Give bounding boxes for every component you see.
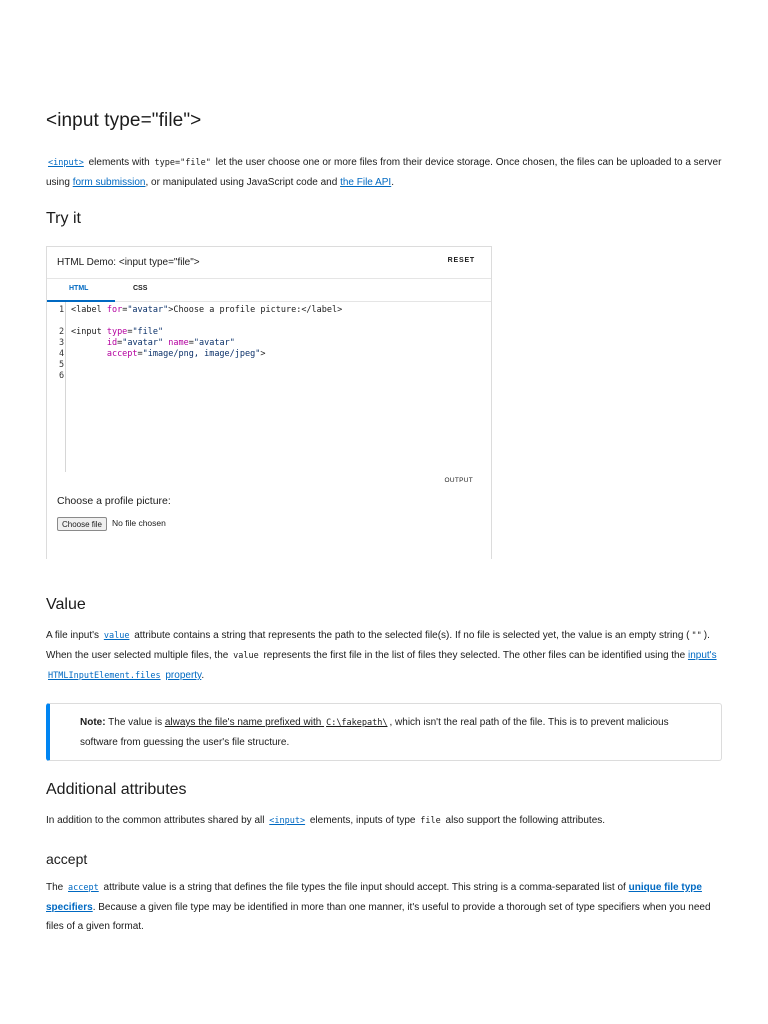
file-type-specifiers-link[interactable]: unique file type specifiers bbox=[46, 882, 702, 913]
accept-text-2: attribute value is a string that defines the file types the file input should accept. This string is a comma-separated list of bbox=[100, 882, 629, 893]
try-it-heading: Try it bbox=[46, 210, 81, 227]
code-token: = bbox=[188, 338, 194, 348]
code-editor[interactable] bbox=[47, 302, 491, 472]
reset-button[interactable]: RESET bbox=[447, 257, 475, 264]
code-token: name bbox=[168, 338, 189, 348]
code-token: for bbox=[106, 305, 123, 315]
code-token: "avatar" bbox=[127, 305, 169, 315]
code-token: <label bbox=[71, 305, 107, 315]
code-token bbox=[71, 338, 107, 348]
accept-paragraph bbox=[46, 878, 722, 936]
code-line-1 bbox=[71, 305, 342, 315]
line-number: 5 bbox=[59, 360, 65, 370]
fakepath-link[interactable]: always the file's name prefixed with bbox=[164, 717, 325, 728]
accept-attribute-link[interactable]: accept bbox=[68, 883, 99, 893]
output-label: OUTPUT bbox=[444, 477, 473, 484]
accept-text-3: . Because a given file type may be identified in more than one manner, it's useful to provide a thorough set of type specifiers when you need files of a given format. bbox=[46, 902, 711, 932]
editor-tabs bbox=[47, 279, 491, 302]
code-token: "image/png, image/jpeg" bbox=[142, 349, 261, 359]
value-paragraph bbox=[46, 626, 722, 686]
file-type-code: file bbox=[420, 816, 441, 826]
note-label: Note: bbox=[80, 717, 106, 728]
code-token: = bbox=[122, 305, 128, 315]
files-property-code-link[interactable]: HTMLInputElement.files bbox=[48, 671, 161, 681]
inputs-link[interactable]: input's bbox=[687, 650, 717, 661]
line-number: 1 bbox=[59, 305, 65, 315]
value-text-3: ). When the user selected multiple files, the bbox=[46, 630, 710, 661]
form-submission-link[interactable]: form submission bbox=[72, 177, 146, 188]
code-token: > bbox=[260, 349, 266, 359]
code-token: "avatar" bbox=[122, 338, 164, 348]
tab-css[interactable]: CSS bbox=[133, 285, 148, 292]
value-code: value bbox=[233, 651, 259, 661]
code-token: = bbox=[137, 349, 143, 359]
demo-title: HTML Demo: <input type="file"> bbox=[57, 257, 200, 268]
code-token: = bbox=[117, 338, 123, 348]
property-link[interactable]: property bbox=[165, 670, 202, 681]
code-token: "avatar" bbox=[193, 338, 235, 348]
line-number: 6 bbox=[59, 371, 65, 381]
type-file-code: type="file" bbox=[154, 158, 211, 168]
line-number: 4 bbox=[59, 349, 65, 359]
accept-text-1: The bbox=[46, 882, 67, 893]
value-text-2: attribute contains a string that represents the path to the selected file(s). If no file is selected yet, the value is an empty string ( bbox=[131, 630, 690, 641]
intro-text-4: . bbox=[391, 177, 394, 188]
line-number: 3 bbox=[59, 338, 65, 348]
intro-text-2: let the user choose one or more files from their device storage. Once chosen, the files can be uploaded to a server using bbox=[46, 157, 722, 188]
interactive-demo bbox=[46, 246, 492, 559]
code-line-2 bbox=[71, 327, 163, 337]
additional-paragraph bbox=[46, 811, 722, 831]
additional-text-2: elements, inputs of type bbox=[307, 815, 419, 826]
code-token: "file" bbox=[132, 327, 164, 337]
value-heading: Value bbox=[46, 596, 86, 613]
choose-file-button[interactable]: Choose file bbox=[57, 517, 107, 531]
file-status-text: No file chosen bbox=[112, 518, 166, 528]
fakepath-code: C:\fakepath\ bbox=[326, 718, 388, 728]
line-number: 2 bbox=[59, 327, 65, 337]
empty-string-code: "" bbox=[691, 631, 702, 641]
input-element-link[interactable]: <input> bbox=[48, 158, 84, 168]
code-token: = bbox=[127, 327, 133, 337]
accept-heading: accept bbox=[46, 851, 88, 867]
code-token: <input bbox=[71, 327, 107, 337]
code-line-4 bbox=[71, 349, 266, 359]
input-element-link[interactable]: <input> bbox=[269, 816, 306, 826]
tab-html[interactable]: HTML bbox=[69, 285, 89, 292]
note-callout bbox=[46, 703, 722, 761]
file-api-link[interactable]: the File API bbox=[340, 177, 392, 188]
demo-header bbox=[47, 247, 491, 279]
code-token: id bbox=[106, 338, 118, 348]
value-text-5: . bbox=[201, 670, 205, 681]
additional-attributes-heading: Additional attributes bbox=[46, 781, 187, 798]
code-token: type bbox=[106, 327, 128, 337]
intro-text-3: , or manipulated using JavaScript code and bbox=[145, 177, 341, 188]
page-title: <input type="file"> bbox=[46, 110, 202, 131]
code-token: accept bbox=[106, 349, 138, 359]
note-text bbox=[80, 713, 700, 752]
intro-paragraph bbox=[46, 153, 722, 192]
code-token: >Choose a profile picture:</label> bbox=[168, 305, 343, 315]
output-field-label: Choose a profile picture: bbox=[57, 495, 171, 507]
code-token bbox=[71, 349, 107, 359]
additional-text-3: also support the following attributes. bbox=[442, 815, 606, 826]
value-text-1: A file input's bbox=[46, 630, 102, 641]
intro-text-1: elements with bbox=[85, 157, 153, 168]
note-text-1: The value is bbox=[105, 717, 165, 728]
note-text-2: , which isn't the real path of the file. This is to prevent malicious software from guessing the user's file structure. bbox=[80, 717, 669, 748]
additional-text-1: In addition to the common attributes shared by all bbox=[46, 815, 268, 826]
value-attribute-link[interactable]: value bbox=[103, 631, 130, 641]
code-line-3 bbox=[71, 338, 235, 348]
value-text-4: represents the first file in the list of files they selected. The other files can be identified using the bbox=[260, 650, 688, 661]
